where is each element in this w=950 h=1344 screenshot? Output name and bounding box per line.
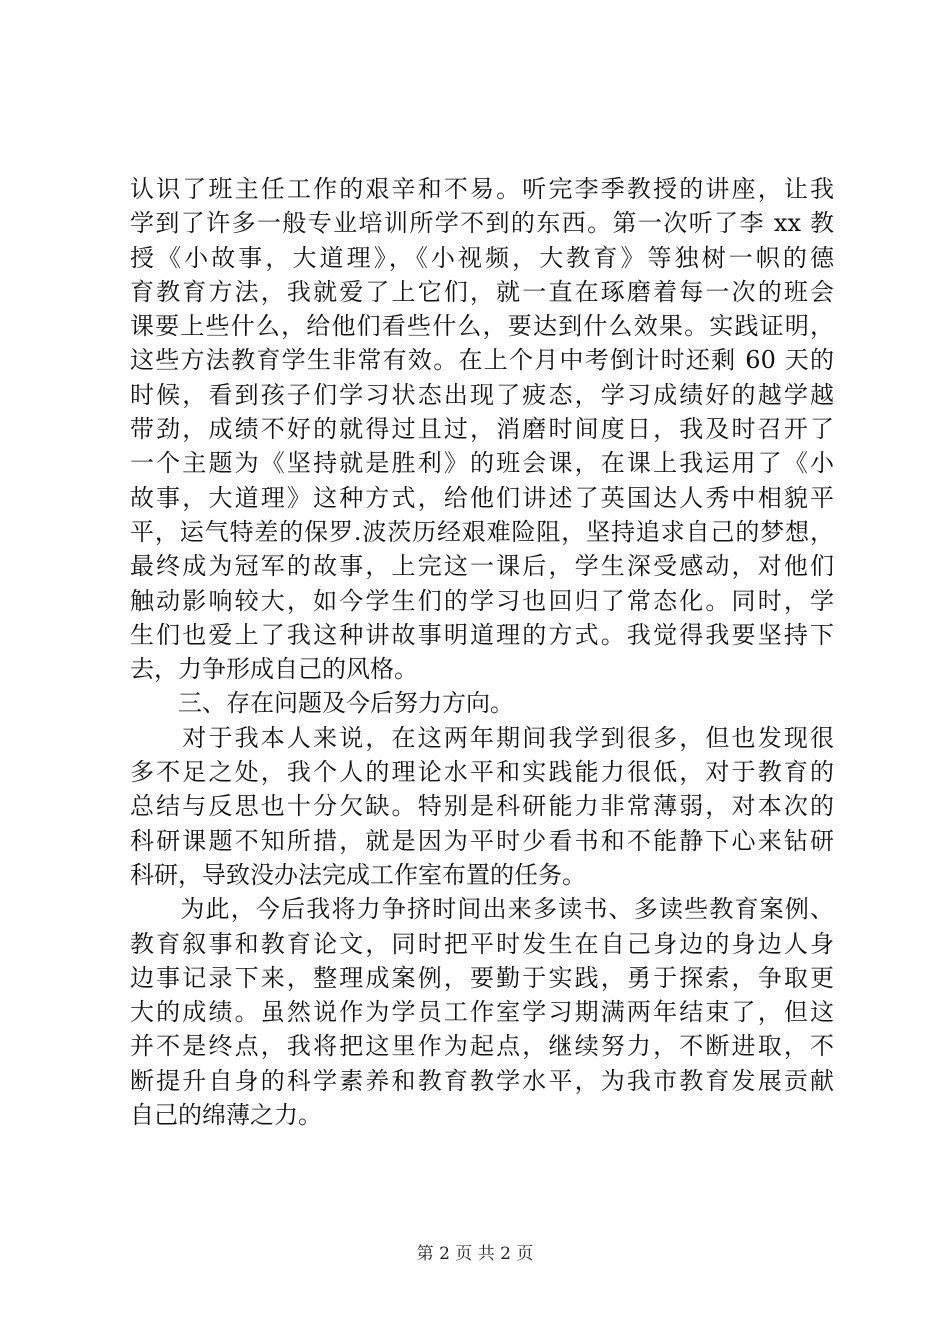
text-line: 总结与反思也十分欠缺。特别是科研能力非常薄弱，对本次的 bbox=[130, 792, 834, 821]
text-line: 时候，看到孩子们学习状态出现了疲态，学习成绩好的越学越 bbox=[130, 380, 834, 409]
text-line: 科研，导致没办法完成工作室布置的任务。 bbox=[130, 860, 586, 889]
text-line: 授《小故事，大道理》，《小视频，大教育》等独树一帜的德 bbox=[130, 243, 834, 272]
text-line: 去，力争形成自己的风格。 bbox=[130, 655, 418, 684]
text-line: 触动影响较大，如今学生们的学习也回归了常态化。同时，学 bbox=[130, 586, 834, 615]
text-line: 教育叙事和教育论文，同时把平时发生在自己身边的身边人身 bbox=[130, 929, 834, 958]
text-line: 一个主题为《坚持就是胜利》的班会课，在课上我运用了《小 bbox=[130, 449, 834, 478]
text-line: 为此，今后我将力争挤时间出来多读书、多读些教育案例、 bbox=[130, 895, 834, 924]
text-line: 多不足之处，我个人的理论水平和实践能力很低，对于教育的 bbox=[130, 758, 834, 787]
text-line: 生们也爱上了我这种讲故事明道理的方式。我觉得我要坚持下 bbox=[130, 620, 834, 649]
text-line: 最终成为冠军的故事，上完这一课后，学生深受感动，对他们 bbox=[130, 552, 834, 581]
text-line: 断提升自身的科学素养和教育教学水平，为我市教育发展贡献 bbox=[130, 1066, 834, 1095]
text-line: 大的成绩。虽然说作为学员工作室学习期满两年结束了，但这 bbox=[130, 998, 834, 1027]
text-line: 故事，大道理》这种方式，给他们讲述了英国达人秀中相貌平 bbox=[130, 483, 834, 512]
text-line: 并不是终点，我将把这里作为起点，继续努力，不断进取，不 bbox=[130, 1032, 834, 1061]
text-line: 对于我本人来说，在这两年期间我学到很多，但也发现很 bbox=[130, 723, 834, 752]
text-line: 育教育方法，我就爱了上它们，就一直在琢磨着每一次的班会 bbox=[130, 277, 834, 306]
text-line: 课要上些什么，给他们看些什么，要达到什么效果。实践证明， bbox=[130, 312, 834, 341]
text-line: 平，运气特差的保罗.波茨历经艰难险阻，坚持追求自己的梦想， bbox=[130, 517, 834, 546]
text-line: 三、存在问题及今后努力方向。 bbox=[130, 689, 514, 718]
document-body bbox=[130, 172, 834, 1132]
text-line: 认识了班主任工作的艰辛和不易。听完李季教授的讲座，让我 bbox=[130, 175, 834, 203]
text-line: 边事记录下来，整理成案例，要勤于实践，勇于探索，争取更 bbox=[130, 963, 834, 992]
page-footer: 第 2 页 共 2 页 bbox=[416, 1244, 534, 1264]
text-line: 带劲，成绩不好的就得过且过，消磨时间度日，我及时召开了 bbox=[130, 415, 834, 444]
text-line: 学到了许多一般专业培训所学不到的东西。第一次听了李 xx 教 bbox=[130, 209, 834, 238]
text-line: 这些方法教育学生非常有效。在上个月中考倒计时还剩 60 天的 bbox=[130, 346, 834, 375]
text-line: 自己的绵薄之力。 bbox=[130, 1101, 322, 1130]
text-line: 科研课题不知所措，就是因为平时少看书和不能静下心来钻研 bbox=[130, 826, 834, 855]
